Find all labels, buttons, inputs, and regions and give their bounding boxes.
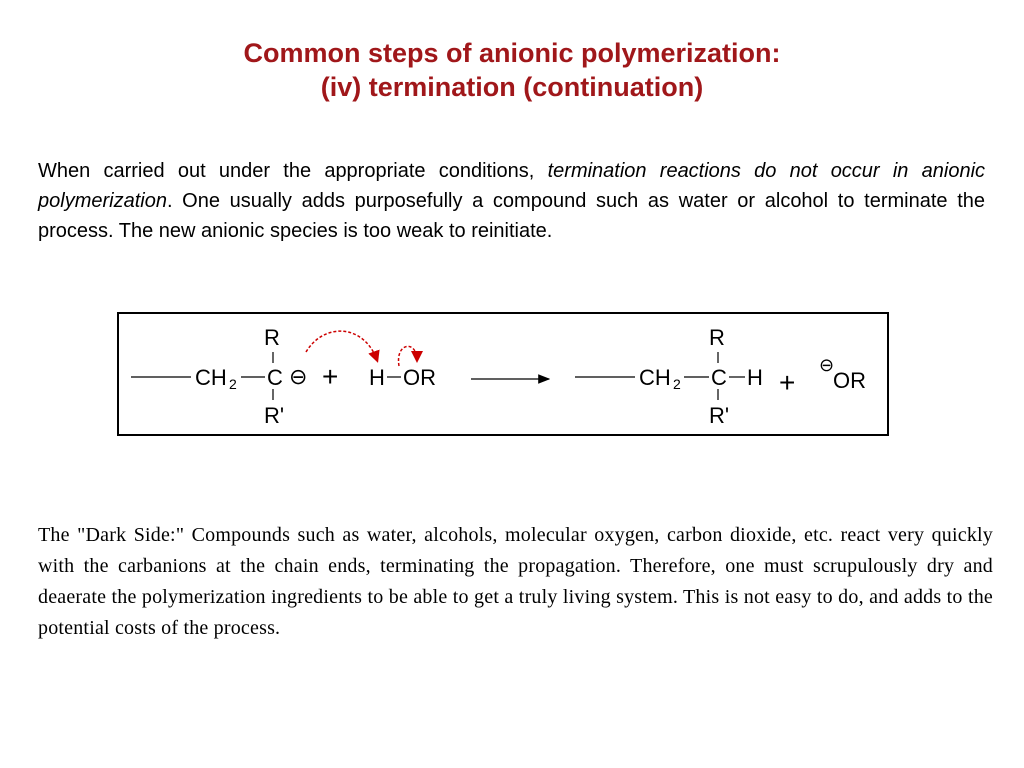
product-alkoxide bbox=[819, 355, 866, 393]
reaction-scheme-drawing bbox=[119, 314, 887, 434]
r-bottom-label: R' bbox=[264, 403, 285, 428]
anion-charge-icon: ⊖ bbox=[289, 364, 308, 389]
alkoxy-label: OR bbox=[403, 365, 436, 390]
title-line-1: Common steps of anionic polymerization: bbox=[243, 38, 781, 68]
product-ch2-subscript: 2 bbox=[673, 376, 681, 392]
bond-cleavage-arrow-icon bbox=[399, 346, 417, 366]
product-r-bottom-label: R' bbox=[709, 403, 730, 428]
reactant-carbanion bbox=[131, 325, 307, 428]
slide-title bbox=[0, 36, 1024, 104]
product-carbon: C bbox=[711, 365, 727, 390]
electron-arrow-icon bbox=[306, 331, 377, 360]
alkoxide-charge-icon: ⊖ bbox=[819, 355, 835, 375]
product-ch2-label: CH bbox=[639, 365, 671, 390]
intro-emphasis: termination reactions do not occur in anionic polymerization bbox=[38, 160, 986, 212]
ch2-subscript: 2 bbox=[229, 376, 237, 392]
intro-paragraph bbox=[38, 156, 985, 246]
intro-rest: . One usually adds purposefully a compound such as water or alcohol to terminate the process. The new anionic species is too weak to reinitiate. bbox=[38, 190, 985, 242]
dark-side-paragraph: The "Dark Side:" Compounds such as water, alcohols, molecular oxygen, carbon dioxide, etc. react very quickly with the carbanions at the chain ends, terminating the propagation. Therefore, one must scrupulously dry and deaerate the polymerization ingredients to be able to get a truly living system. This is not easy to do, and adds to the potential costs of the process. bbox=[38, 524, 993, 639]
product-r-top-label: R bbox=[709, 325, 725, 350]
plus-sign-2: + bbox=[779, 367, 796, 398]
carbanion-carbon: C bbox=[267, 365, 283, 390]
ch2-label: CH bbox=[195, 365, 227, 390]
product-hydrogen-label: H bbox=[747, 365, 763, 390]
reaction-scheme bbox=[117, 312, 889, 436]
reactant-alcohol bbox=[369, 365, 436, 390]
product-terminated-chain bbox=[575, 325, 763, 428]
alkoxide-label: OR bbox=[833, 368, 866, 393]
r-top-label: R bbox=[264, 325, 280, 350]
hydrogen-label: H bbox=[369, 365, 385, 390]
intro-lead: When carried out under the appropriate conditions, bbox=[38, 160, 535, 182]
plus-sign-1: + bbox=[322, 361, 339, 392]
title-line-2: (iv) termination (continuation) bbox=[320, 72, 704, 102]
